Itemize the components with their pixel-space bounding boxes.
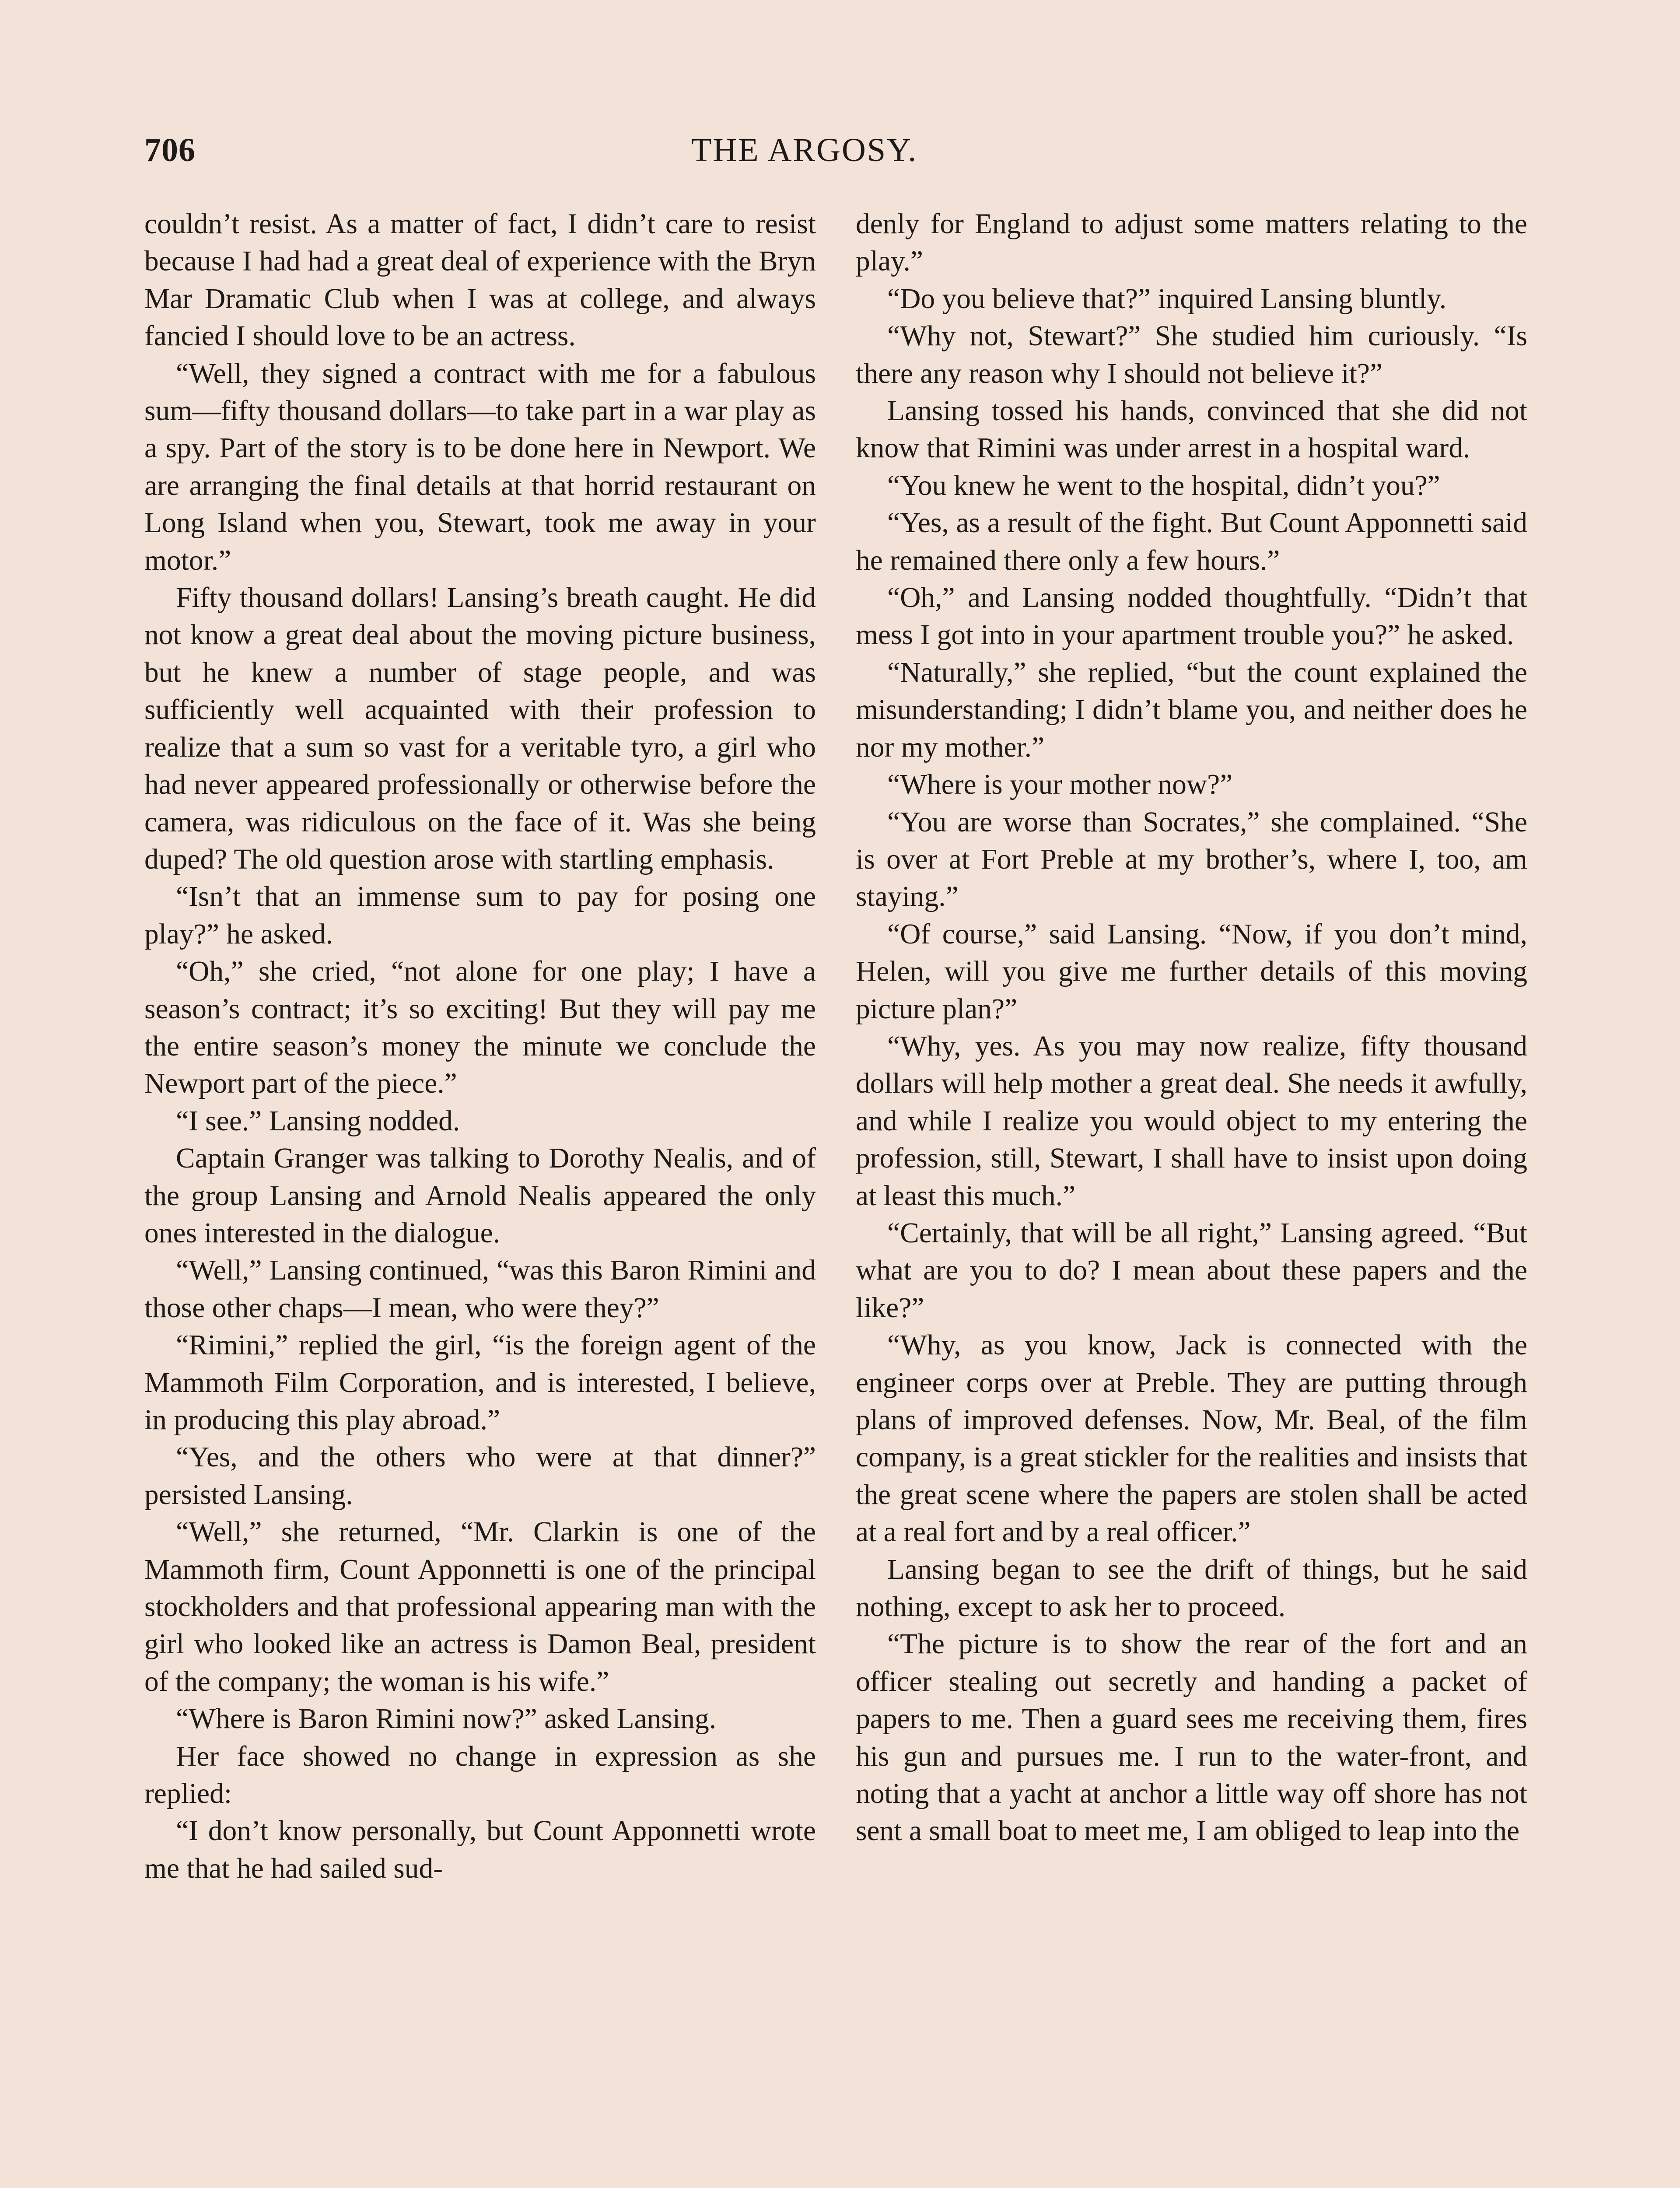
paragraph: Captain Granger was talking to Dorothy Nealis, and of the group Lansing and Arnold Nealis appeared the only ones interested in the dialogue. <box>144 1143 816 1249</box>
page-number: 706 <box>144 132 196 168</box>
paragraph: “Well,” Lansing continued, “was this Baron Rimini and those other chaps—I mean, who were they?” <box>144 1255 816 1324</box>
paragraph: denly for England to adjust some matters relating to the play.” <box>856 208 1527 277</box>
paragraph: Fifty thousand dollars! Lansing’s breath caught. He did not know a great deal about the moving picture business, but he knew a number of stage people, and was sufficiently well acquainted with their profession to realize that a sum so vast for a veritable tyro, a girl who had never appeared professionally or otherwise before the camera, was ridiculous on the face of it. Was she being duped? The old question arose with startling emphasis. <box>144 582 816 875</box>
paragraph: “Well,” she returned, “Mr. Clarkin is one of the Mammoth firm, Count Apponnetti is one of the principal stockholders and that professional appearing man with the girl who looked like an actress is Damon Beal, president of the company; the woman is his wife.” <box>144 1516 816 1697</box>
paragraph: “Rimini,” replied the girl, “is the foreign agent of the Mammoth Film Corporation, and is interested, I believe, in producing this play abroad.” <box>144 1329 816 1436</box>
paragraph: “Do you believe that?” inquired Lansing bluntly. <box>887 283 1447 315</box>
paragraph: “Naturally,” she replied, “but the count explained the misunderstanding; I didn’t blame you, and neither does he nor my mother.” <box>856 656 1527 763</box>
paragraph: Lansing began to see the drift of things, but he said nothing, except to ask her to proceed. <box>856 1553 1527 1623</box>
paragraph: “Where is Baron Rimini now?” asked Lansing. <box>176 1703 717 1735</box>
paragraph: “Well, they signed a contract with me for a fabulous sum—fifty thousand dollars—to take part in a war play as a spy. Part of the story is to be done here in Newport. We are arranging the final details at that horrid restaurant on Long Island when you, Stewart, took me away in your motor.” <box>144 358 816 576</box>
running-title: THE ARGOSY. <box>691 132 918 168</box>
paragraph: “Yes, and the others who were at that dinner?” persisted Lansing. <box>144 1441 816 1511</box>
paragraph: couldn’t resist. As a matter of fact, I didn’t care to resist because I had had a great deal of experience with the Bryn Mar Dramatic Club when I was at college, and always fancied I should love to be an actress. <box>144 208 816 352</box>
right-column <box>856 206 1527 1850</box>
paragraph: “Isn’t that an immense sum to pay for posing one play?” he asked. <box>144 881 816 950</box>
paragraph: “The picture is to show the rear of the fort and an officer stealing out secretly and handing a packet of papers to me. Then a guard sees me receiving them, fires his gun and pursues me. I run to the water-front, and noting that a yacht at anchor a little way off shore has not sent a small boat to meet me, I am obliged to leap into the <box>856 1628 1527 1847</box>
paragraph: “I don’t know personally, but Count Apponnetti wrote me that he had sailed sud- <box>144 1815 816 1884</box>
paragraph: “Certainly, that will be all right,” Lansing agreed. “But what are you to do? I mean about these papers and the like?” <box>856 1217 1527 1324</box>
paragraph: “Where is your mother now?” <box>887 769 1233 801</box>
paragraph: “Of course,” said Lansing. “Now, if you don’t mind, Helen, will you give me further details of this moving picture plan?” <box>856 918 1527 1025</box>
paragraph: “Why, yes. As you may now realize, fifty thousand dollars will help mother a great deal. She needs it awfully, and while I realize you would object to my entering the profession, still, Stewart, I shall have to insist upon doing at least this much.” <box>856 1030 1527 1212</box>
paragraph: “Why, as you know, Jack is connected with the engineer corps over at Preble. They are putting through plans of improved defenses. Now, Mr. Beal, of the film company, is a great stickler for the realities and insists that the great scene where the papers are stolen shall be acted at a real fort and by a real officer.” <box>856 1329 1527 1548</box>
left-column <box>144 206 816 1887</box>
paragraph: “You are worse than Socrates,” she complained. “She is over at Fort Preble at my brother’s, where I, too, am staying.” <box>856 806 1527 913</box>
paragraph: “Why not, Stewart?” She studied him curiously. “Is there any reason why I should not believe it?” <box>856 320 1527 389</box>
paragraph: “Oh,” and Lansing nodded thoughtfully. “Didn’t that mess I got into in your apartment trouble you?” he asked. <box>856 582 1527 651</box>
paragraph: “You knew he went to the hospital, didn’t you?” <box>887 470 1440 501</box>
page-header <box>0 131 1680 179</box>
paragraph: “I see.” Lansing nodded. <box>176 1105 460 1137</box>
paragraph: “Oh,” she cried, “not alone for one play; I have a season’s contract; it’s so exciting! But they will pay me the entire season’s money the minute we conclude the Newport part of the piece.” <box>144 956 816 1100</box>
paragraph: Her face showed no change in expression as she replied: <box>144 1740 816 1810</box>
paragraph: “Yes, as a result of the fight. But Count Apponnetti said he remained there only a few hours.” <box>856 507 1527 576</box>
paragraph: Lansing tossed his hands, convinced that she did not know that Rimini was under arrest in a hospital ward. <box>856 395 1527 464</box>
